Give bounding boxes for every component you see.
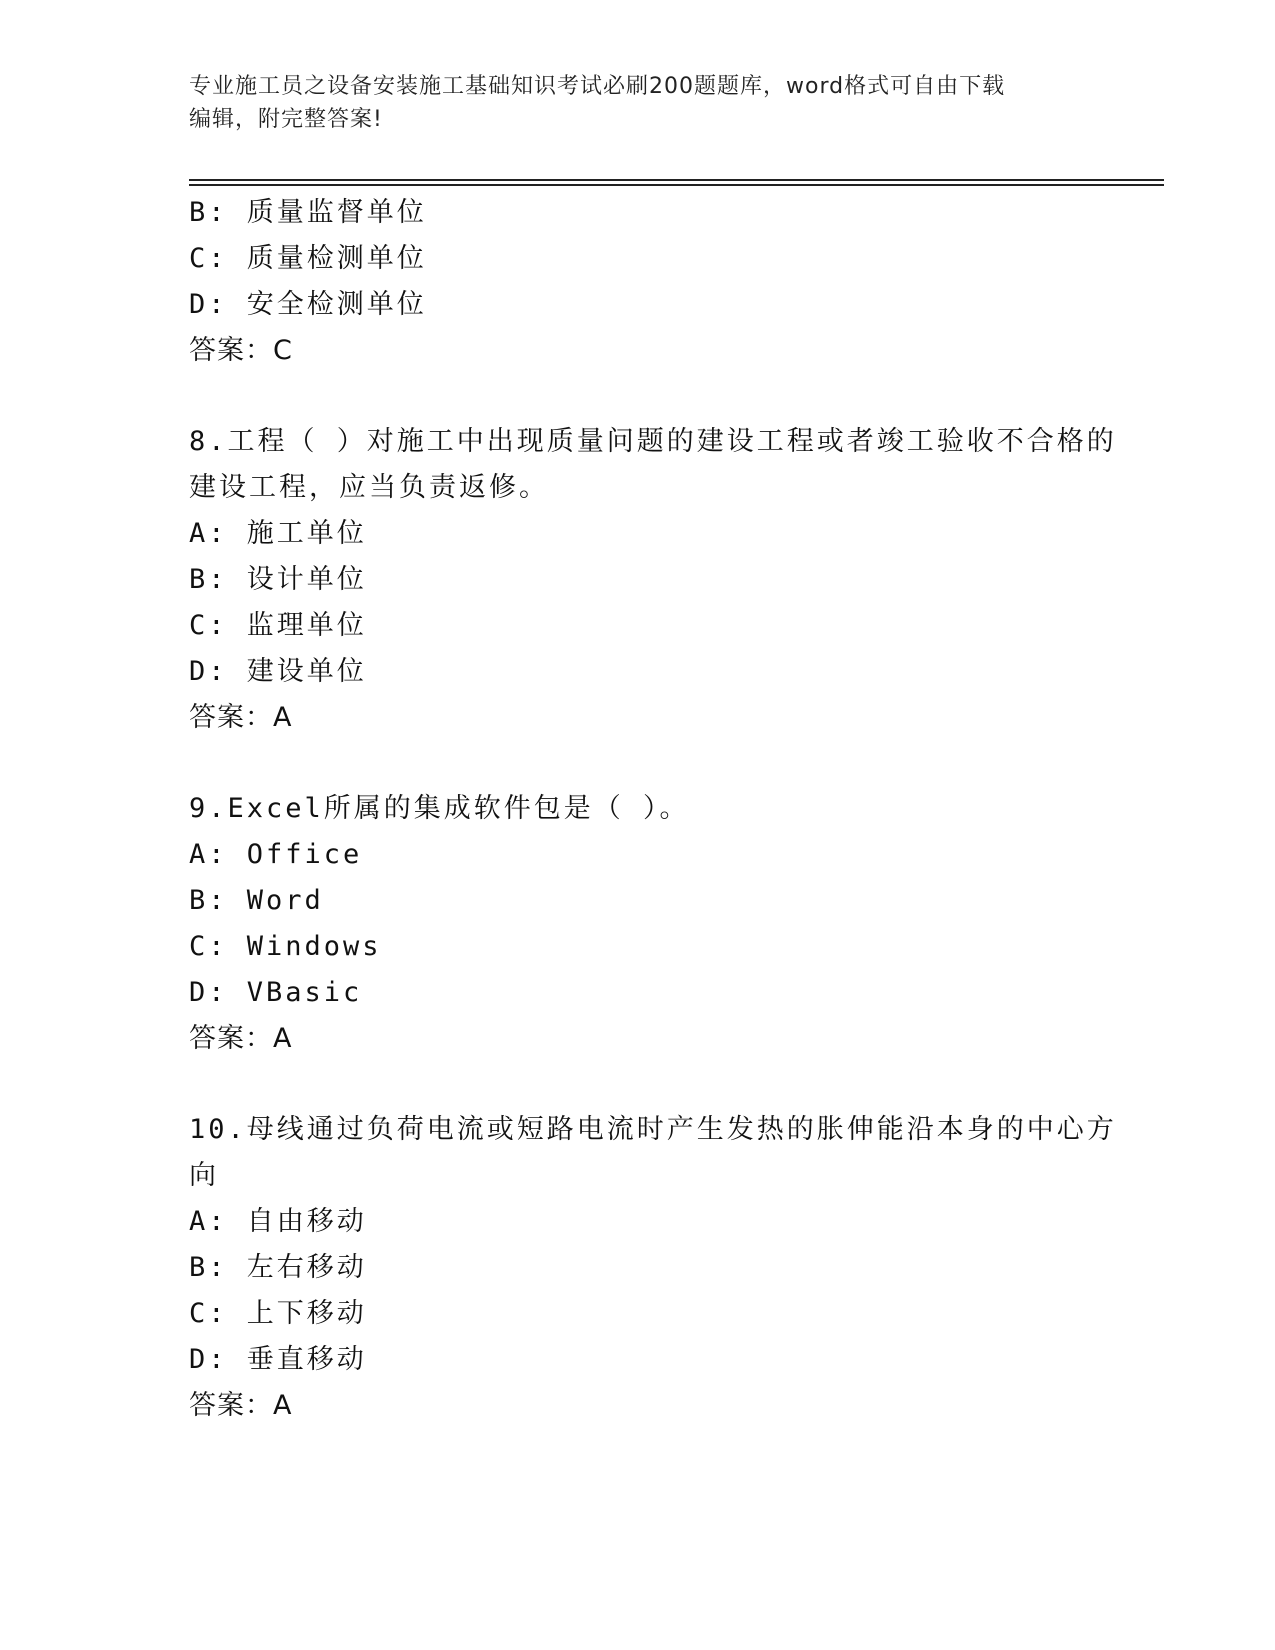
header-line-1: 专业施工员之设备安装施工基础知识考试必刷200题题库，word格式可自由下载 bbox=[189, 74, 1006, 99]
question-9 bbox=[189, 786, 1089, 1062]
option-b: B: 设计单位 bbox=[189, 564, 367, 595]
header-line-2: 编辑，附完整答案! bbox=[189, 107, 383, 132]
option-a: A: 自由移动 bbox=[189, 1206, 367, 1237]
option-c: C: 监理单位 bbox=[189, 610, 367, 641]
answer: 答案：C bbox=[189, 335, 293, 366]
option-a: A: Office bbox=[189, 839, 363, 870]
question-list bbox=[189, 190, 1117, 1429]
question-stem-line-2: 建设工程，应当负责返修。 bbox=[189, 472, 549, 503]
option-a: A: 施工单位 bbox=[189, 518, 367, 549]
option-b: B: Word bbox=[189, 885, 324, 916]
header-divider-top bbox=[189, 179, 1164, 181]
answer: 答案：A bbox=[189, 1023, 293, 1054]
option-d: D: 建设单位 bbox=[189, 656, 367, 687]
question-stem-line-1: 10.母线通过负荷电流或短路电流时产生发热的胀伸能沿本身的中心方 bbox=[189, 1114, 1117, 1145]
question-stem-line-1: 8.工程（ ）对施工中出现质量问题的建设工程或者竣工验收不合格的 bbox=[189, 426, 1117, 457]
answer: 答案：A bbox=[189, 702, 293, 733]
document-header bbox=[189, 70, 1089, 136]
header-divider-bottom bbox=[189, 184, 1164, 186]
question-8 bbox=[189, 419, 1117, 741]
option-c: C: 质量检测单位 bbox=[189, 243, 427, 274]
option-d: D: 安全检测单位 bbox=[189, 289, 427, 320]
answer: 答案：A bbox=[189, 1390, 293, 1421]
question-stem-line-2: 向 bbox=[189, 1160, 219, 1191]
option-d: D: 垂直移动 bbox=[189, 1344, 367, 1375]
question-stem-line-1: 9.Excel所属的集成软件包是（ ）。 bbox=[189, 793, 690, 824]
question-10 bbox=[189, 1107, 1117, 1429]
option-b: B: 质量监督单位 bbox=[189, 197, 427, 228]
option-c: C: 上下移动 bbox=[189, 1298, 367, 1329]
option-b: B: 左右移动 bbox=[189, 1252, 367, 1283]
option-c: C: Windows bbox=[189, 931, 382, 962]
option-d: D: VBasic bbox=[189, 977, 363, 1008]
question-7-tail bbox=[189, 190, 1089, 374]
